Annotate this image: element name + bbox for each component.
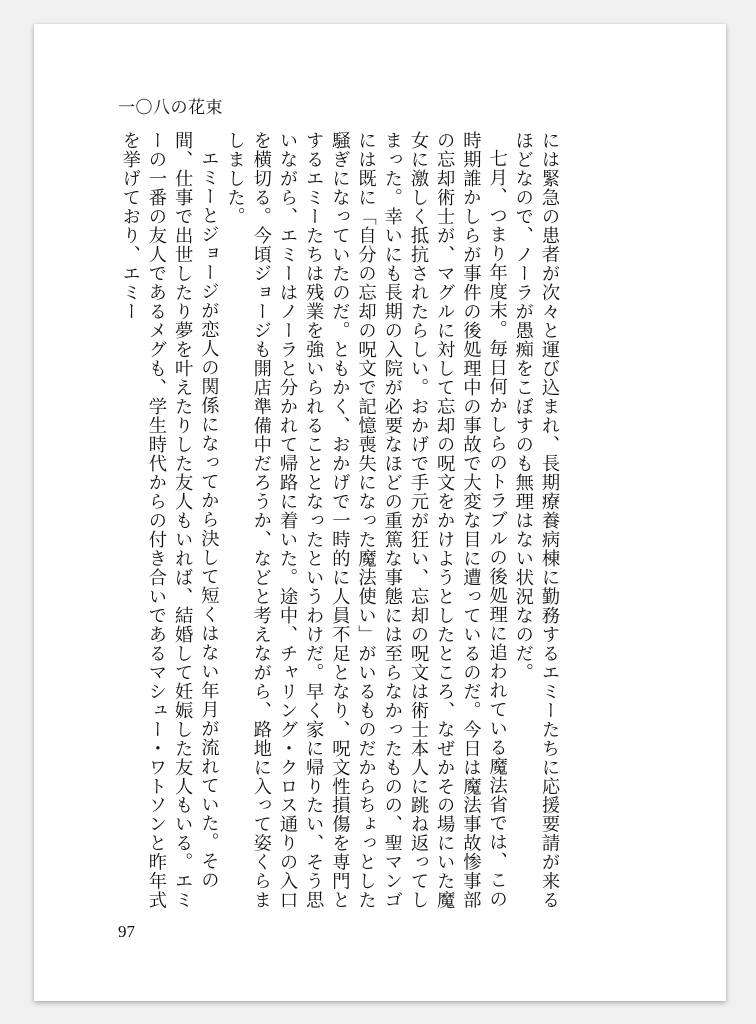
paragraph-3: エミーとジョージが恋人の関係になってから決して短くはない年月が流れていた。その間、仕事で出世したり夢を叶えたりした友人もいれば、結婚して妊娠した友人もいる。エミーの一番の友人であるメグも、学生時代からの付き合いであるマシュー・ワトソンと昨年式を挙げており、エミー [119,131,220,910]
body-text-block [119,131,562,922]
book-page [34,24,726,1001]
paragraph-1: には緊急の患者が次々と運び込まれ、長期療養病棟に勤務するエミーたちに応援要請が来るほどなので、ノーラが愚痴をこぼすのも無理はない状況なのだ。 [512,131,560,910]
paragraph-2: 七月、つまり年度末。毎日何かしらのトラブルの後処理に追われている魔法省では、この時期誰かしらが事件の後処理中の事故で大変な目に遭っているのだ。今日は魔法事故惨事部の忘却術士が、マグルに対して忘却の呪文をかけようとしたところ、なぜかその場にいた魔女に激しく抵抗されたらしい。おかげで手元が狂い、忘却の呪文は術士本人に跳ね返ってしまった。幸いにも長期の入院が必要なほどの重篤な事態には至らなかったものの、聖マンゴには既に「自分の忘却の呪文で記憶喪失になった魔法使い」がいるものだからちょっとした騒ぎになっていたのだ。ともかく、おかげで一時的に人員不足となり、呪文性損傷を専門とするエミーたちは残業を強いられることとなったというわけだ。早く家に帰りたい、そう思いながら、エミーはノーラと分かれて帰路に着いた。途中、チャリング・クロス通りの入口を横切る。今頃ジョージも開店準備中だろうか、などと考えながら、路地に入って姿くらましました。 [224,131,508,910]
page-number: 97 [118,922,135,941]
vertical-body-text [119,131,562,922]
running-head: 一〇八の花束 [118,98,223,118]
